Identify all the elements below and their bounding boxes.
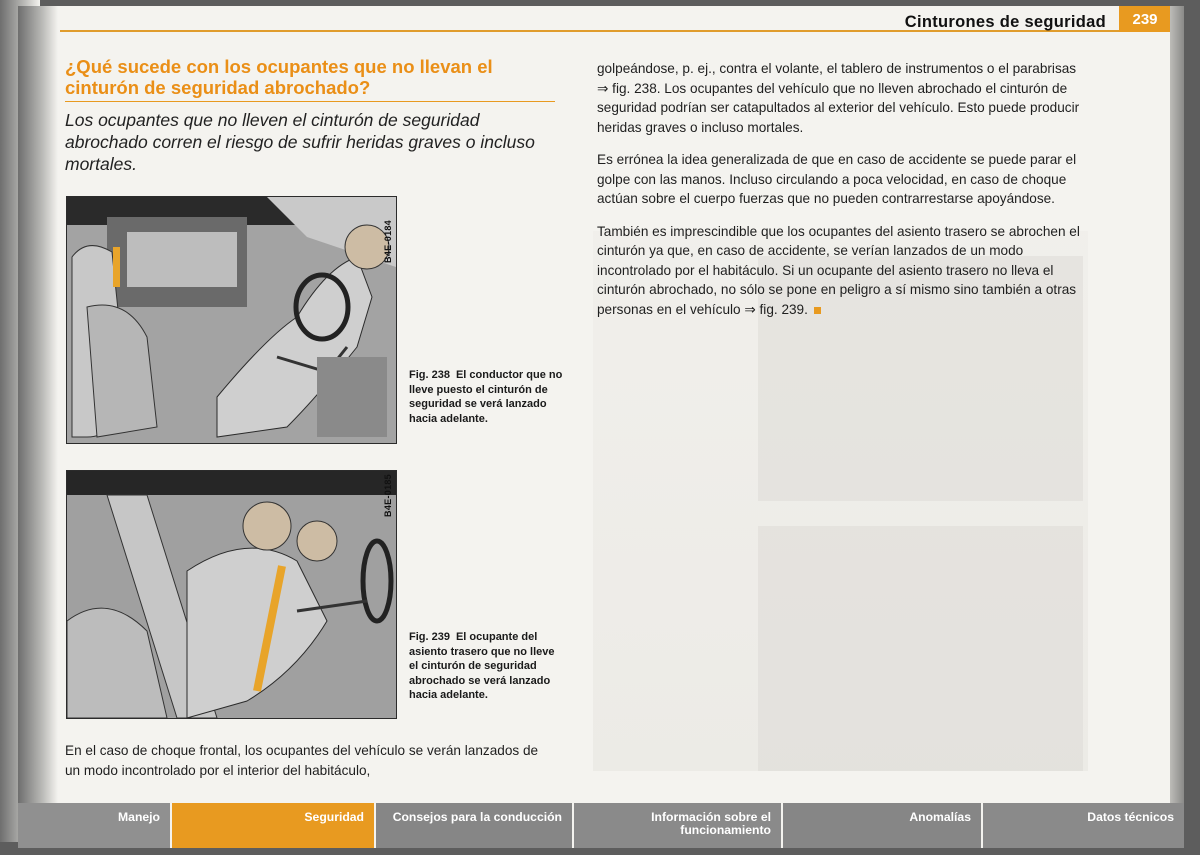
- section-end-marker: [814, 307, 821, 314]
- figure-number: Fig. 238: [409, 369, 450, 381]
- right-column-text: [597, 59, 1082, 332]
- tab-anomalias[interactable]: Anomalías: [781, 803, 981, 848]
- chapter-tab-bar: [18, 803, 1184, 848]
- figure-number: Fig. 239: [409, 631, 450, 643]
- figure-239-caption: [409, 630, 564, 703]
- tab-seguridad[interactable]: Seguridad: [170, 803, 374, 848]
- page-binding-shadow-inner: [18, 6, 58, 848]
- figure-caption-text: El ocupante del asiento trasero que no lleve el cinturón de seguridad abrochado se verá lanzado hacia adelante.: [409, 631, 555, 702]
- tab-consejos-conduccion[interactable]: Consejos para la conducción: [374, 803, 572, 848]
- heading-rule: [65, 101, 555, 102]
- page-edge-shadow: [1170, 6, 1184, 848]
- paragraph-text: También es imprescindible que los ocupantes del asiento trasero se abrochen el cinturón ya que, en caso de accidente, se verían lanzados de un modo incontrolado por el habitáculo. Si un ocupante del asiento trasero no lleva el cinturón abrochado, no sólo se pone en peligro a sí mismo sino también a otras personas en el vehículo ⇒ fig. 239.: [597, 223, 1080, 317]
- section-heading: ¿Qué sucede con los ocupantes que no llevan el cinturón de seguridad abrochado?: [65, 56, 493, 98]
- manual-page: [18, 6, 1184, 848]
- driver-crash-illustration: [67, 197, 396, 443]
- tab-informacion-funcionamiento[interactable]: Información sobre el funcionamiento: [572, 803, 781, 848]
- paragraph: golpeándose, p. ej., contra el volante, el tablero de instrumentos o el parabrisas ⇒ fig. 238. Los ocupantes del vehículo que no lleven abrochado el cinturón de seguridad podrían ser catapultados al exterior del vehículo. Esto puede producir heridas graves o incluso mortales.: [597, 61, 1080, 135]
- paragraph: Es errónea la idea generalizada de que en caso de accidente se puede parar el golpe con las manos. Incluso circulando a poca velocidad, en caso de choque actúan sobre el cuerpo fuerzas que no pueden contrarrestarse apoyándose.: [597, 152, 1077, 206]
- page-number: 239: [1119, 6, 1171, 32]
- bleed-through-image-bottom: [758, 526, 1083, 771]
- figure-code: B4E-0184: [383, 220, 393, 263]
- figure-238-caption: [409, 368, 564, 426]
- section-intro: Los ocupantes que no lleven el cinturón de seguridad abrochado corren el riesgo de sufrir heridas graves o incluso mortales.: [65, 110, 535, 174]
- paragraph: [597, 222, 1082, 320]
- running-title: Cinturones de seguridad: [904, 13, 1106, 31]
- tab-datos-tecnicos[interactable]: Datos técnicos: [981, 803, 1184, 848]
- figure-239-illustration: [66, 470, 397, 719]
- figure-code: B4E-0185: [383, 474, 393, 517]
- left-column-paragraph: En el caso de choque frontal, los ocupantes del vehículo se verán lanzados de un modo incontrolado por el interior del habitáculo,: [65, 743, 539, 778]
- tab-manejo[interactable]: Manejo: [18, 803, 170, 848]
- figure-238-illustration: [66, 196, 397, 444]
- figure-caption-text: El conductor que no lleve puesto el cinturón de seguridad se verá lanzado hacia adelante.: [409, 369, 563, 425]
- rear-occupant-crash-illustration: [67, 471, 396, 718]
